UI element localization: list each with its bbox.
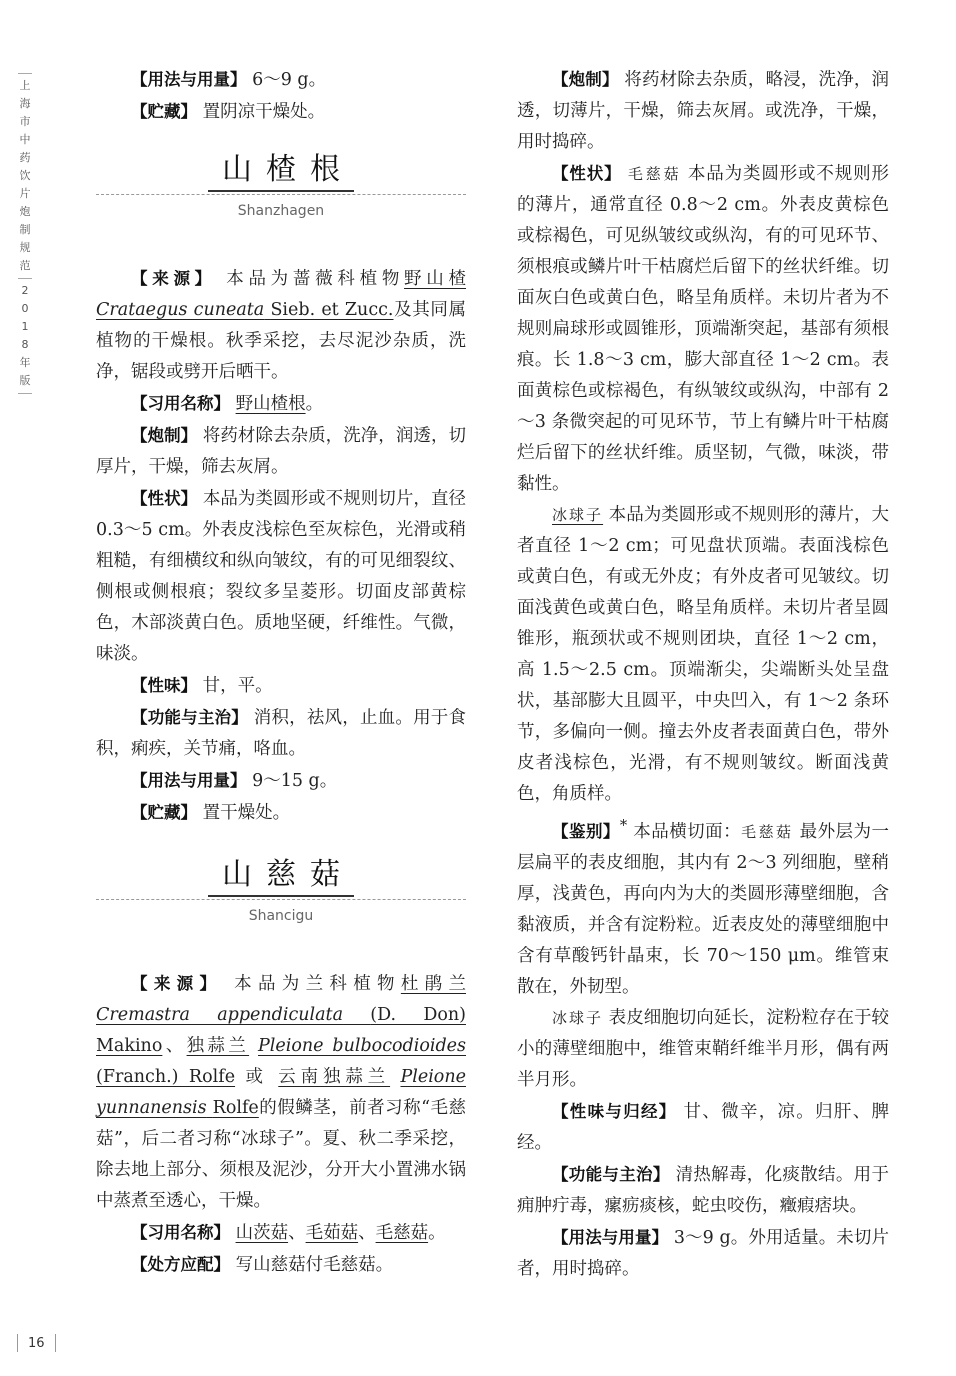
- section-tag: 【来源】: [131, 974, 223, 993]
- sidebar-edition-char: 版: [19, 374, 31, 387]
- prev-usage: [96, 64, 466, 96]
- sidebar-edition-char: 0: [21, 302, 29, 315]
- function-text: 消积，祛风，止血。用于食积，痢疾，关节痛，咯血。: [96, 708, 467, 759]
- process-paragraph: [517, 64, 889, 158]
- punct: 、: [288, 1223, 306, 1243]
- plant-name: 野山楂: [404, 269, 467, 289]
- section-tag: 【功能与主治】: [131, 708, 248, 727]
- character-paragraph: [517, 158, 889, 500]
- storage-text: 置阴凉干燥处。: [202, 102, 326, 122]
- identification-paragraph: [517, 810, 889, 1003]
- sidebar-char: 上: [19, 79, 31, 92]
- sidebar-book-title: [17, 70, 33, 397]
- usage-paragraph: [517, 1222, 889, 1285]
- left-column: [96, 64, 466, 1281]
- identification-paragraph-2: [517, 1003, 889, 1096]
- source-text: 本品为蔷薇科植物: [226, 269, 405, 289]
- identification-text: 表皮细胞切向延长，淀粉粒存在于较小的薄壁细胞中，维管束鞘纤维半月形，偶有两半月形。: [517, 1007, 889, 1090]
- page-footer: [17, 1334, 66, 1352]
- entry-title-block: [96, 855, 466, 900]
- usage-text: 3～9 g。外用适量。未切片者，用时捣碎。: [517, 1227, 889, 1279]
- right-column: [517, 64, 889, 1285]
- latin-author: (D. Don) Makino: [96, 1005, 466, 1056]
- sidebar-rule-mid: [18, 278, 32, 279]
- section-tag: 【性状】: [552, 164, 622, 183]
- sidebar-char: 制: [19, 223, 31, 236]
- plant-name: 云南独蒜兰: [278, 1067, 391, 1087]
- prescription-paragraph: [96, 1249, 466, 1281]
- sidebar-edition-char: 1: [21, 320, 29, 333]
- section-tag: 【性味与归经】: [552, 1101, 677, 1121]
- source-text: 本品为兰科植物: [234, 974, 401, 994]
- variety-label: 冰球子: [552, 1008, 604, 1027]
- common-name: 毛慈菇: [375, 1223, 429, 1243]
- plant-name: 杜鹃兰: [400, 974, 467, 994]
- process-text: 将药材除去杂质，略浸，洗净，润透，切薄片，干燥，筛去灰屑。或洗净，干燥，用时捣碎。: [517, 70, 889, 152]
- sidebar-char: 药: [19, 151, 31, 164]
- section-tag: 【处方应配】: [131, 1255, 230, 1274]
- storage-text: 置干燥处。: [202, 803, 291, 823]
- process-text: 将药材除去杂质，洗净，润透，切厚片，干燥，筛去灰屑。: [96, 426, 467, 477]
- source-paragraph: [96, 968, 466, 1217]
- punct: 。: [428, 1223, 446, 1243]
- footnote-mark: *: [619, 817, 628, 834]
- punct: 、: [358, 1223, 376, 1243]
- sidebar-char: 中: [19, 133, 31, 146]
- entry-title-block: [96, 150, 466, 195]
- section-tag: 【贮藏】: [131, 102, 197, 121]
- latin-binomial: Pleione yunnanensis: [96, 1067, 466, 1118]
- section-tag: 【习用名称】: [131, 394, 230, 413]
- sidebar-edition-char: 8: [21, 338, 29, 351]
- sidebar-char: 范: [19, 259, 31, 272]
- common-name: 野山楂根: [235, 394, 306, 414]
- sidebar-char: 炮: [19, 205, 31, 218]
- sidebar-edition-char: 年: [19, 356, 31, 369]
- latin-author: Rolfe: [212, 1098, 259, 1118]
- identification-text: 最外层为一层扁平的表皮细胞，其内有 2～3 列细胞，壁稍厚，浅黄色，再向内为大的类圆形薄壁细胞，含黏液质，并含有淀粉粒。近表皮处的薄壁细胞中含有草酸钙针晶束，长 70～150 μm。维管束散在，外韧型。: [517, 821, 889, 997]
- source-paragraph: [96, 263, 466, 388]
- section-tag: 【炮制】: [131, 426, 198, 445]
- section-tag: 【功能与主治】: [552, 1164, 670, 1184]
- entry-pinyin: Shancigu: [248, 908, 314, 924]
- variety-label: 毛慈菇: [627, 165, 682, 183]
- latin-binomial: Cremastra appendiculata: [96, 1005, 344, 1025]
- prev-storage: [96, 96, 466, 128]
- character-paragraph-2: [517, 500, 889, 810]
- section-tag: 【鉴别】: [552, 821, 620, 841]
- plant-name: 独蒜兰: [186, 1036, 250, 1056]
- common-name: 山茨菇: [235, 1223, 289, 1243]
- common-name-paragraph: [96, 1217, 466, 1249]
- punct: 、: [162, 1036, 187, 1056]
- latin-binomial: Pleione bulbocodioides: [258, 1036, 467, 1056]
- latin-author: (Franch.) Rolfe: [96, 1067, 236, 1087]
- variety-label: 毛慈菇: [741, 822, 794, 841]
- identification-text: 本品横切面：: [633, 821, 742, 842]
- sidebar-char: 片: [19, 187, 31, 200]
- latin-binomial: Crataegus cuneata: [96, 300, 265, 320]
- storage-paragraph: [96, 797, 466, 829]
- title-divider: [96, 899, 466, 900]
- sidebar-char: 海: [19, 97, 31, 110]
- section-tag: 【来源】: [131, 269, 216, 288]
- sidebar-rule-bottom: [18, 393, 32, 394]
- function-paragraph: [517, 1159, 889, 1222]
- process-paragraph: [96, 420, 466, 483]
- usage-paragraph: [96, 765, 466, 797]
- variety-label: 冰球子: [552, 506, 604, 524]
- nature-paragraph: [96, 670, 466, 702]
- common-name-paragraph: [96, 388, 466, 420]
- section-tag: 【炮制】: [552, 70, 619, 89]
- usage-text: 9～15 g。: [252, 771, 338, 791]
- footer-rule: [55, 1334, 56, 1352]
- entry-pinyin: Shanzhagen: [237, 203, 325, 219]
- nature-paragraph: [517, 1096, 889, 1159]
- function-paragraph: [96, 702, 466, 765]
- usage-text: 6～9 g。: [252, 70, 327, 90]
- section-tag: 【贮藏】: [131, 803, 197, 822]
- character-paragraph: [96, 483, 466, 670]
- sidebar-rule-top: [18, 73, 32, 74]
- section-tag: 【用法与用量】: [131, 70, 247, 89]
- sidebar-edition-char: 2: [21, 284, 29, 297]
- conjunction: 或: [245, 1067, 268, 1087]
- nature-text: 甘、微辛，凉。归肝、脾经。: [517, 1101, 889, 1153]
- sidebar-char: 饮: [19, 169, 31, 182]
- footer-rule: [17, 1334, 18, 1352]
- source-text: 的假鳞茎，前者习称“毛慈菇”，后二者习称“冰球子”。夏、秋二季采挖，除去地上部分、须根及泥沙，分开大小置沸水锅中蒸煮至透心，干燥。: [96, 1098, 466, 1211]
- entry-title: 山慈菇: [208, 855, 354, 897]
- sidebar-char: 市: [19, 115, 31, 128]
- source-text: 及其同属植物的干燥根。秋季采挖，去尽泥沙杂质，洗净，锯段或劈开后晒干。: [96, 300, 466, 382]
- punct: 。: [305, 394, 324, 414]
- common-name: 毛茹菇: [305, 1223, 359, 1243]
- entry-title: 山楂根: [208, 150, 354, 192]
- sidebar-char: 规: [19, 241, 31, 254]
- section-tag: 【用法与用量】: [552, 1227, 669, 1247]
- latin-author: Sieb. et Zucc.: [270, 300, 394, 320]
- section-tag: 【性状】: [131, 489, 198, 508]
- prescription-text: 写山慈菇付毛慈菇。: [235, 1255, 394, 1275]
- title-divider: [96, 194, 466, 195]
- section-tag: 【性味】: [131, 676, 197, 695]
- section-tag: 【用法与用量】: [131, 771, 247, 790]
- function-text: 清热解毒，化痰散结。用于痈肿疔毒，瘰疬痰核，蛇虫咬伤，癥瘕痞块。: [517, 1164, 889, 1216]
- character-text: 本品为类圆形或不规则切片，直径 0.3～5 cm。外表皮浅棕色至灰棕色，光滑或稍粗糙，有细横纹和纵向皱纹，有的可见细裂纹、侧根或侧根痕；裂纹多呈菱形。切面皮部黄棕色，木部淡黄白色。质地坚硬，纤维性。气微，味淡。: [96, 489, 467, 664]
- section-tag: 【习用名称】: [131, 1223, 230, 1242]
- latin-name: [96, 300, 394, 320]
- nature-text: 甘，平。: [202, 676, 273, 696]
- page-number: 16: [28, 1335, 45, 1351]
- character-text: 本品为类圆形或不规则形的薄片，大者直径 1～2 cm；可见盘状顶端。表面浅棕色或黄白色，有或无外皮；有外皮者可见皱纹。切面浅黄色或黄白色，略呈角质样。未切片者呈圆锥形，瓶颈状或不规则团块，直径 1～2 cm，高 1.5～2.5 cm。顶端渐尖，尖端断头处呈盘状，基部膨大且圆平，中央凹入，有 1～2 条环节，多偏向一侧。撞去外皮者表面黄白色，带外皮者浅棕色，光滑，有不规则皱纹。断面浅黄色，角质样。: [517, 505, 889, 804]
- character-text: 本品为类圆形或不规则形的薄片，通常直径 0.8～2 cm。外表皮黄棕色或棕褐色，可见纵皱纹或纵沟，有的可见环节、须根痕或鳞片叶干枯腐烂后留下的丝状纤维。切面灰白色或黄白色，略呈角质样。未切片者为不规则扁球形或圆锥形，顶端渐突起，基部有须根痕。长 1.8～3 cm，膨大部直径 1～2 cm。表面黄棕色或棕褐色，有纵皱纹或纵沟，中部有 2～3 条微突起的可见环节，节上有鳞片叶干枯腐烂后留下的丝状纤维。质坚韧，气微，味淡，带黏性。: [517, 164, 889, 494]
